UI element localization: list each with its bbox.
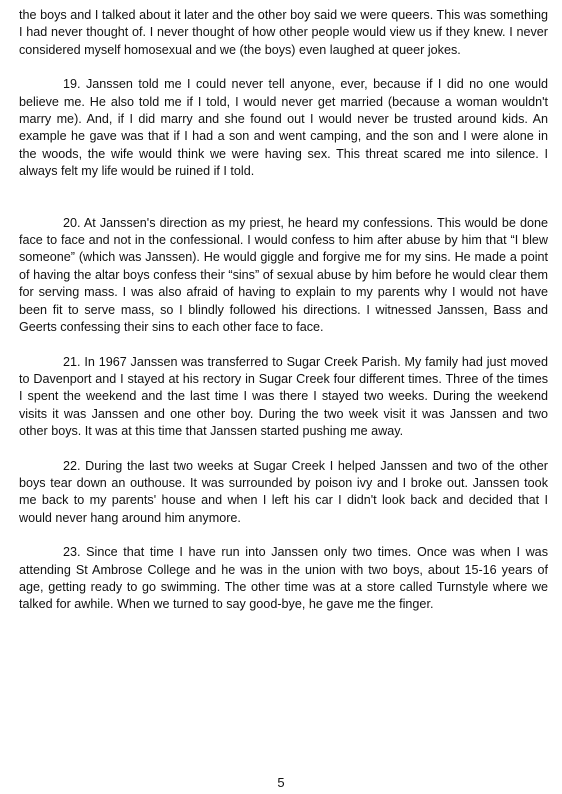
paragraph-20: 20. At Janssen's direction as my priest, he heard my confessions. This would be done face to face and not in the confessional. I would confess to him after abuse by him that “I blew someone” (which was Janssen). He would giggle and forgive me for my sins. He made a point of having the altar boys confess their “sins” of sexual abuse by him before he would clear them for serving mass. I was also afraid of having to explain to my parents why I would not have been fit to serve mass, so I blindly followed his directions. I witnessed Janssen, Bass and Geerts confessing their sins to each other face to face.: [19, 215, 548, 335]
paragraph-22: 22. During the last two weeks at Sugar Creek I helped Janssen and two of the other boys tear down an outhouse. It was surrounded by poison ivy and I broke out. Janssen took me back to my parents' house and when I left his car I didn't look back and decided that I would never hang around him anymore.: [19, 458, 548, 525]
paragraph-21: 21. In 1967 Janssen was transferred to Sugar Creek Parish. My family had just moved to Davenport and I stayed at his rectory in Sugar Creek four different times. Three of the times I spent the weekend and the last time I was there I stayed two weeks. During the weekend visits it was Janssen and one other boy. During the two week visit it was Janssen and two other boys. It was at this time that Janssen started pushing me away.: [19, 354, 548, 439]
paragraph-continuation: the boys and I talked about it later and the other boy said we were queers. This was something I had never thought of. I never thought of how other people would view us if they knew. I never considered myself homosexual and we (the boys) even laughed at queer jokes.: [19, 8, 548, 57]
paragraph-19: 19. Janssen told me I could never tell anyone, ever, because if I did no one would believe me. He also told me if I told, I would never get married (because a woman wouldn't marry me). And, if I did marry and she found out I would never be trusted around kids. An example he gave was that if I had a son and went camping, and the son and I were alone in the woods, the wife would think we were having sex. This threat scared me into silence. I always felt my life would be ruined if I told.: [19, 77, 548, 179]
page-number: 5: [277, 775, 285, 790]
paragraph-23: 23. Since that time I have run into Janssen only two times. Once was when I was attending St Ambrose College and he was in the union with two boys, about 15-16 years of age, getting ready to go swimming. The other time was at a store called Turnstyle where we talked for awhile. When we turned to say good-bye, he gave me the finger.: [19, 545, 548, 612]
